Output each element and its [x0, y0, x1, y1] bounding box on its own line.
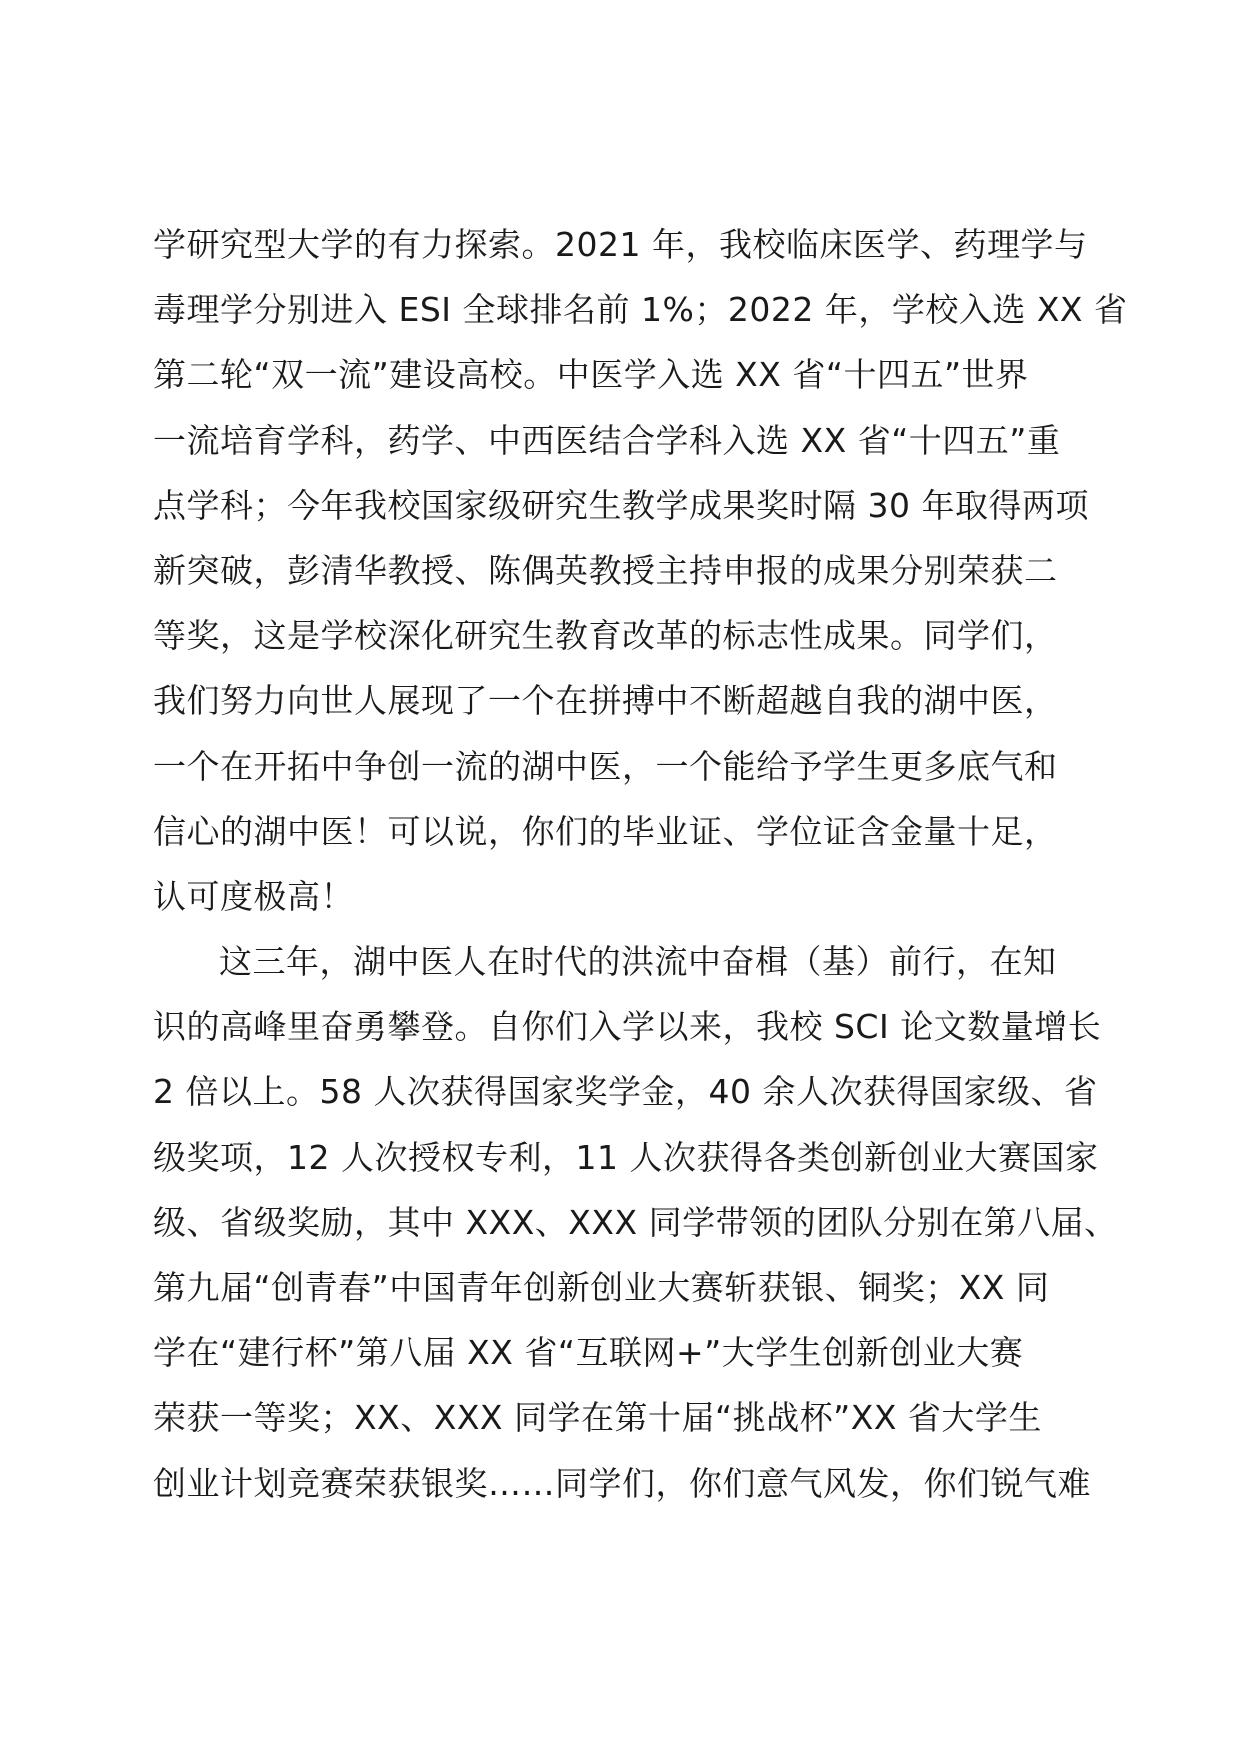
paragraph-first-line: 这三年，湖中医人在时代的洪流中奋楫（基）前行，在知 — [219, 942, 1057, 982]
text-line: 等奖，这是学校深化研究生教育改革的标志性成果。同学们， — [153, 616, 1058, 656]
text-line: 荣获一等奖；XX、XXX 同学在第十届“挑战杯”XX 省大学生 — [153, 1398, 1042, 1438]
text-line: 识的高峰里奋勇攀登。自你们入学以来，我校 SCI 论文数量增长 — [153, 1007, 1102, 1047]
text-line: 认可度极高！ — [153, 876, 354, 916]
text-line: 我们努力向世人展现了一个在拼搏中不断超越自我的湖中医， — [153, 681, 1058, 721]
text-line: 第九届“创青春”中国青年创新创业大赛斩获银、铜奖；XX 同 — [153, 1268, 1050, 1307]
text-line: 点学科；今年我校国家级研究生教学成果奖时隔 30 年取得两项 — [153, 485, 1089, 525]
text-line: 新突破，彭清华教授、陈偶英教授主持申报的成果分别荣获二 — [153, 550, 1058, 590]
text-line: 级、省级奖励，其中 XXX、XXX 同学带领的团队分别在第八届、 — [153, 1202, 1118, 1242]
text-line: 学研究型大学的有力探索。2021 年，我校临床医学、药理学与 — [153, 225, 1088, 264]
text-line: 2 倍以上。58 人次获得国家奖学金，40 余人次获得国家级、省 — [153, 1072, 1098, 1112]
text-line: 学在“建行杯”第八届 XX 省“互联网+”大学生创新创业大赛 — [153, 1333, 1024, 1373]
text-line: 创业计划竞赛荣获银奖……同学们，你们意气风发，你们锐气难 — [153, 1463, 1091, 1503]
text-line: 一个在开拓中争创一流的湖中医，一个能给予学生更多底气和 — [153, 746, 1058, 786]
text-line: 信心的湖中医！可以说，你们的毕业证、学位证含金量十足， — [153, 811, 1058, 851]
text-line: 级奖项，12 人次授权专利，11 人次获得各类创新创业大赛国家 — [153, 1137, 1099, 1177]
text-line: 毒理学分别进入 ESI 全球排名前 1%；2022 年，学校入选 XX 省 — [153, 290, 1128, 330]
body-text — [153, 212, 1128, 1516]
text-line: 一流培育学科，药学、中西医结合学科入选 XX 省“十四五”重 — [153, 420, 1061, 460]
text-line: 第二轮“双一流”建设高校。中医学入选 XX 省“十四五”世界 — [153, 355, 1029, 395]
